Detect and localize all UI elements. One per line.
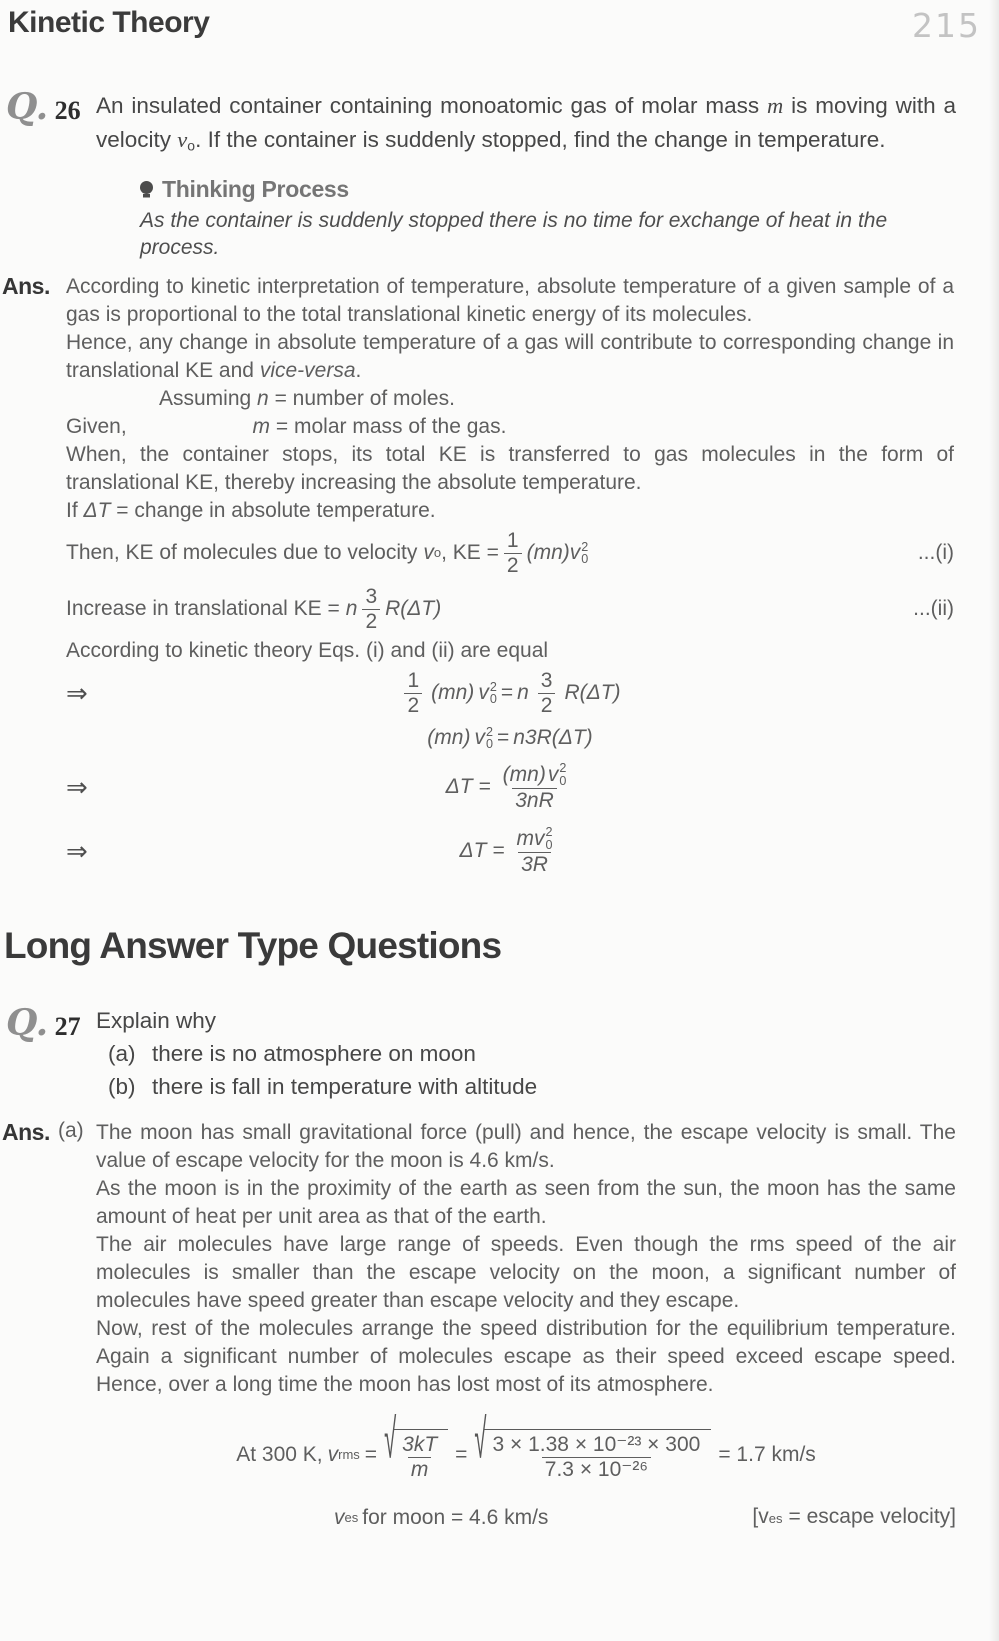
escape-velocity-result (96, 1503, 956, 1533)
v-supsub (581, 541, 588, 566)
frac-den (518, 852, 551, 877)
v-sup: 2 (485, 724, 493, 739)
frac-num: 3 (540, 668, 553, 692)
if-text: If (66, 499, 78, 523)
radical-icon: √ (474, 1407, 487, 1471)
item-b-text: there is fall in temperature with altitude (152, 1074, 538, 1100)
equals-sign: = (496, 726, 510, 750)
frac-num (500, 762, 570, 787)
fraction-three-half (362, 585, 380, 634)
delta-t-definition: = change in absolute temperature. (116, 499, 436, 523)
frac-num: 1 (506, 528, 519, 552)
paragraph-2-period: . (355, 359, 362, 383)
note-text: = escape velocity] (788, 1505, 956, 1529)
ves-result (334, 1504, 548, 1532)
equality-note: According to kinetic theory Eqs. (i) and (ii) are equal (66, 639, 549, 663)
es-subscript: es (344, 1510, 359, 1526)
mv-base: mv (516, 826, 545, 850)
question-26-lead (6, 86, 96, 162)
ves-text: for moon = 4.6 km/s (362, 1506, 549, 1530)
sqrt-3kt-over-m (384, 1407, 448, 1482)
item-a-label: (a) (108, 1041, 136, 1067)
question-26-text-a: An insulated container containing monoatomic gas of molar mass (96, 93, 760, 118)
note-open: [v (752, 1505, 769, 1529)
v-supsub (490, 681, 497, 706)
v-squared-term (478, 679, 497, 707)
frac-num: 1 (407, 668, 420, 692)
variable-m: m (767, 93, 784, 118)
r-delta-t-term: R(ΔT) (564, 681, 621, 705)
equals-sign: = (364, 1443, 378, 1467)
velocity-v: v (423, 541, 434, 565)
v-base: v (474, 726, 485, 750)
v-squared-term (548, 762, 567, 787)
given-definition: = molar mass of the gas. (275, 415, 507, 439)
given-line (66, 413, 954, 441)
variable-v: v (177, 127, 188, 152)
derivation-2-math (66, 724, 954, 752)
frac-den: 2 (404, 693, 422, 718)
formula-lead: At 300 K, (236, 1443, 323, 1467)
answer-27-paragraph-3: The air molecules have large range of speeds. Even though the rms speed of the air molecules is smaller than the escape velocity on the moon, a significant number of molecules have speed greater than escape velocity and they escape. (96, 1233, 956, 1313)
fraction-half (504, 529, 522, 578)
frac-num: 3kT (402, 1432, 438, 1456)
equation-ii (66, 581, 954, 637)
fraction-half (404, 669, 422, 718)
page-number: 215 (912, 6, 981, 45)
ves-note (752, 1503, 956, 1533)
page-header (0, 0, 999, 45)
fraction-three-half (538, 669, 556, 718)
mn-term: (mn) (502, 762, 546, 786)
v-sub0: 0 (485, 737, 493, 752)
equation-ii-text: Increase in translational KE = (66, 597, 340, 621)
den-term: 3R (521, 852, 548, 876)
implies-icon: ⇒ (66, 678, 88, 709)
mn-term: (mn) (427, 726, 471, 750)
page-title: Kinetic Theory (8, 6, 210, 39)
v-base: v (334, 1506, 345, 1530)
given-label: Given, (66, 415, 127, 439)
vice-versa-italic: vice-versa (259, 359, 356, 383)
derivation-row-2 (66, 721, 954, 755)
answer-26-paragraph-2 (66, 329, 954, 385)
v-es-term (334, 1504, 358, 1532)
answer-26-paragraph-3: When, the container stops, its total KE is transferred to gas molecules in the form of translational KE, thereby increasing the absolute temperature. (66, 443, 954, 495)
variable-delta-t: ΔT (83, 499, 111, 523)
question-q-icon: Q. (6, 1002, 49, 1045)
frac-num: 3 × 1.38 × 10⁻²³ × 300 (492, 1432, 701, 1456)
question-27 (6, 1002, 977, 1103)
sqrt-content (484, 1429, 712, 1482)
v-sub0: 0 (559, 773, 567, 788)
sqrt-numeric (474, 1407, 711, 1482)
question-27-text: Explain why (96, 1008, 217, 1034)
delta-t-fraction (514, 826, 556, 876)
equation-ii-lead (66, 595, 357, 623)
v-sub0: 0 (581, 552, 589, 567)
v-base: v (327, 1443, 339, 1467)
equals-sign: = (500, 681, 514, 705)
answer-27-part-a: (a) (58, 1119, 84, 1143)
variable-n: n (257, 387, 269, 411)
variable-v-subscript: o (187, 137, 196, 154)
v-supsub (486, 726, 493, 751)
v-sub0: 0 (489, 692, 497, 707)
v-sub0: 0 (545, 837, 553, 852)
equation-i-text: Then, KE of molecules due to velocity (66, 541, 418, 565)
question-27-lead (6, 1002, 96, 1103)
frac-den: 2 (362, 609, 380, 634)
answer-27-paragraph-4: Now, rest of the molecules arrange the speed distribution for the equilibrium temperature. Again a significant number of molecules escape as their speed exceed escape speed. Hence, over a long time the moon has lost most of its atmosphere. (96, 1317, 956, 1397)
v-sup: 2 (559, 761, 567, 776)
variable-m-given: m (252, 415, 271, 439)
derivation-row-1 (66, 665, 954, 721)
equation-i (66, 525, 954, 581)
v-base: v (569, 541, 581, 565)
v-supsub (559, 762, 566, 787)
derivation-row-4 (66, 819, 954, 883)
question-27-content (96, 1005, 537, 1103)
item-a-text: there is no atmosphere on moon (152, 1041, 476, 1067)
derivation-row-3 (66, 755, 954, 819)
equation-i-lead (66, 539, 499, 567)
delta-t-line (66, 497, 954, 525)
derivation-4-math (66, 826, 954, 876)
thinking-process (140, 176, 999, 261)
implies-icon: ⇒ (66, 772, 88, 803)
answer-26-body (66, 273, 954, 883)
formula-result: = 1.7 km/s (718, 1443, 816, 1467)
v-base: v (478, 681, 489, 705)
equals-sign: = (455, 1443, 468, 1467)
answer-27 (2, 1119, 999, 1533)
thinking-process-title: Thinking Process (162, 176, 349, 203)
velocity-v-sub: o (433, 545, 442, 561)
v-sup: 2 (581, 539, 589, 554)
answer-27-label: Ans. (2, 1119, 50, 1146)
assuming-line (66, 385, 954, 413)
implies-icon: ⇒ (66, 836, 88, 867)
equation-ii-tag: ...(ii) (913, 597, 954, 621)
r-delta-t-term: R(ΔT) (385, 597, 442, 621)
question-26-text-b: is moving with a velocity (96, 93, 956, 152)
v-rms-term (328, 1441, 360, 1469)
delta-t-fraction (500, 762, 570, 812)
radical-icon: √ (384, 1407, 397, 1471)
equation-i-mid: , KE = (441, 541, 499, 565)
delta-t-lhs: ΔT = (445, 775, 491, 799)
paragraph-2-text: Hence, any change in absolute temperature of a gas will contribute to corresponding change in translational KE and (66, 331, 954, 383)
question-27-item-a (108, 1037, 537, 1070)
v-squared-term (474, 724, 493, 752)
derivation-1-math (66, 669, 954, 718)
v-sup: 2 (545, 825, 553, 840)
thinking-process-text: As the container is suddenly stopped there is no time for exchange of heat in the process. (140, 209, 888, 260)
question-26-text (96, 89, 956, 162)
delta-t-lhs: ΔT = (459, 839, 505, 863)
n-term: n (345, 597, 358, 621)
frac-den (512, 788, 557, 813)
v-squared-term (570, 539, 589, 567)
note-subscript: es (768, 1511, 783, 1527)
answer-26 (2, 273, 999, 883)
fraction (399, 1433, 440, 1482)
question-q-icon: Q. (6, 86, 49, 128)
mv-squared-term (517, 826, 553, 851)
answer-27-paragraph-1: The moon has small gravitational force (pull) and hence, the escape velocity is small. The value of escape velocity for the moon is 4.6 km/s. (96, 1121, 956, 1173)
thinking-process-header (140, 176, 999, 203)
answer-26-label: Ans. (2, 273, 50, 300)
answer-27-paragraph-2: As the moon is in the proximity of the earth as seen from the sun, the moon has the same amount of heat per unit area as that of the earth. (96, 1177, 956, 1229)
derivation-3-math (66, 762, 954, 812)
assuming-text: Assuming (159, 387, 252, 411)
v-sup: 2 (489, 679, 497, 694)
assuming-definition: = number of moles. (274, 387, 455, 411)
vrms-formula (96, 1407, 956, 1495)
frac-den: 2 (538, 693, 556, 718)
answer-26-paragraph-1: According to kinetic interpretation of temperature, absolute temperature of a given sample of a gas is proportional to the total translational kinetic energy of its molecules. (66, 275, 954, 327)
item-b-label: (b) (108, 1074, 136, 1100)
lightbulb-icon (140, 181, 153, 199)
mn-term: (mn) (526, 541, 570, 565)
sqrt-content (393, 1429, 448, 1482)
mn-term: (mn) (431, 681, 475, 705)
v-supsub (546, 826, 553, 851)
rms-subscript: rms (338, 1447, 360, 1463)
question-26 (6, 86, 977, 162)
section-heading: Long Answer Type Questions (4, 925, 502, 967)
den-term: 3nR (515, 788, 554, 812)
v-base: v (547, 762, 559, 786)
equation-i-tag: ...(i) (917, 541, 954, 565)
frac-den: m (408, 1457, 432, 1482)
question-27-number: 27 (54, 1012, 81, 1042)
frac-den: 2 (504, 553, 522, 578)
n-term: n (517, 681, 529, 705)
n3r-term: n3R(ΔT) (513, 726, 593, 750)
answer-27-body (96, 1119, 956, 1533)
question-27-item-b (108, 1070, 537, 1103)
fraction (490, 1433, 704, 1482)
frac-num: 3 (365, 584, 378, 608)
question-26-text-c: . If the container is suddenly stopped, find the change in temperature. (195, 127, 886, 152)
frac-num (514, 826, 556, 851)
frac-den: 7.3 × 10⁻²⁶ (542, 1457, 651, 1482)
question-26-number: 26 (54, 96, 81, 125)
